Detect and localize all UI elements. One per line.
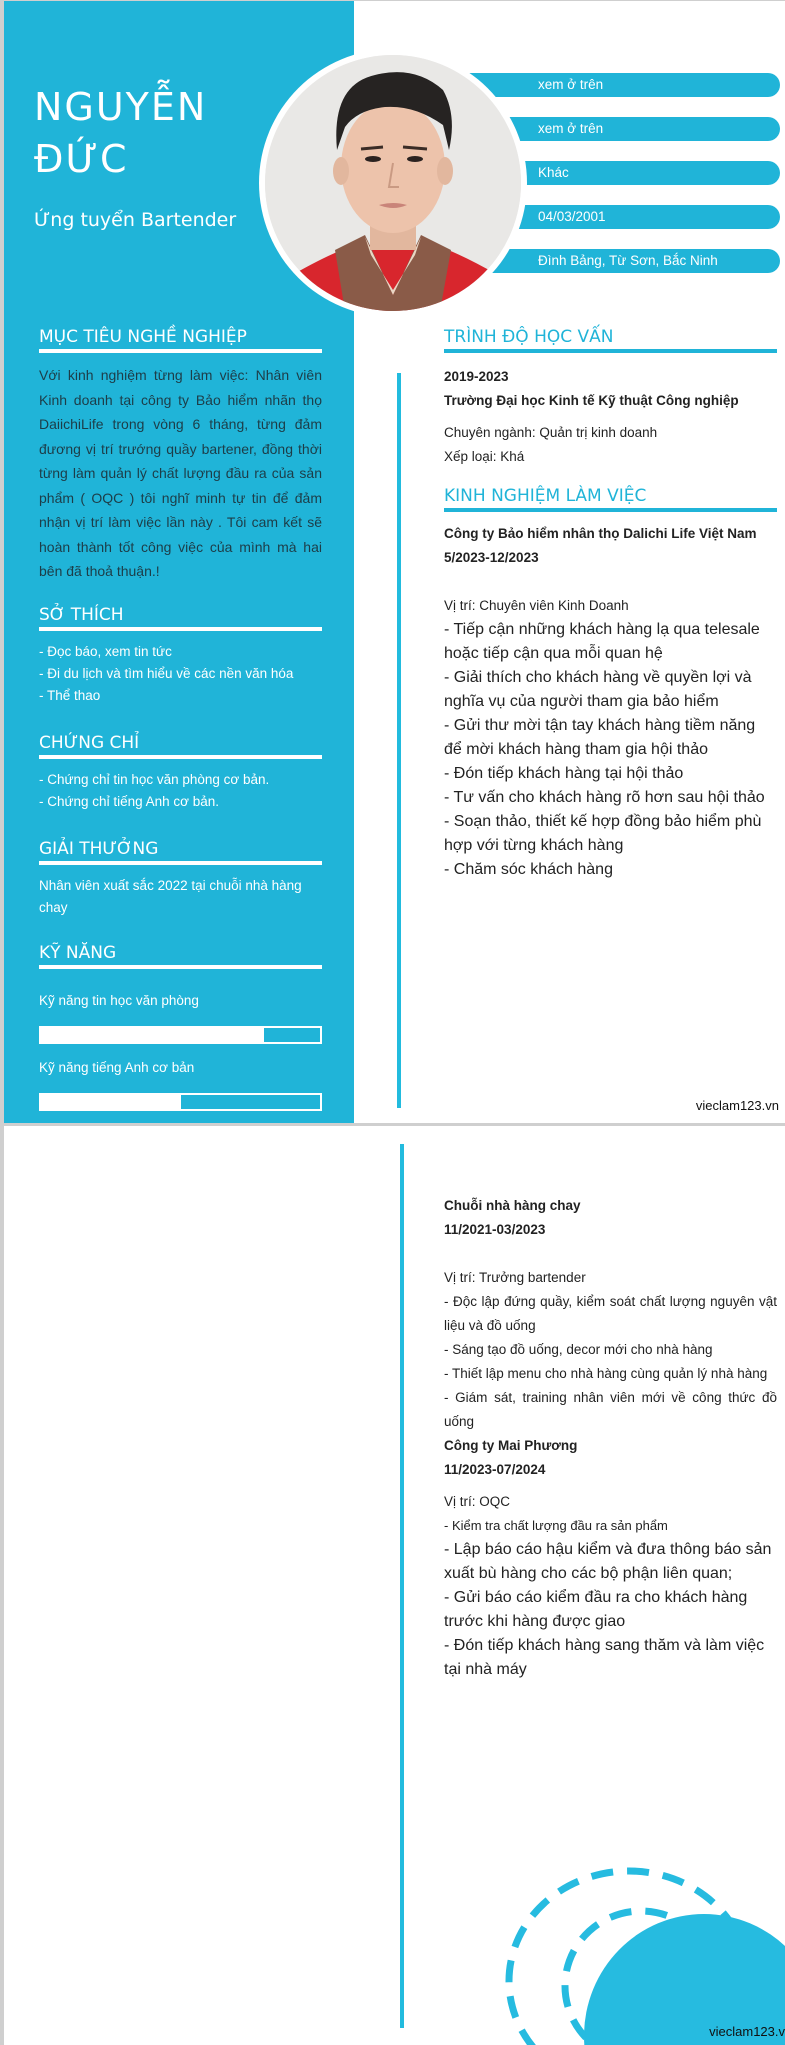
awards-text: Nhân viên xuất sắc 2022 tại chuỗi nhà hàng chay: [39, 878, 302, 915]
section-title: MỤC TIÊU NGHỀ NGHIỆP: [39, 327, 322, 353]
section-title: SỞ THÍCH: [39, 605, 322, 631]
skill-fill: [41, 1095, 181, 1109]
email-value: xem ở trên: [538, 121, 604, 136]
gender-value: Khác: [538, 165, 569, 180]
job-duty: - Sáng tạo đồ uống, decor mới cho nhà hàng: [444, 1342, 713, 1357]
job-period: 5/2023-12/2023: [444, 550, 539, 565]
job-duty: - Chăm sóc khách hàng: [444, 861, 613, 878]
list-item: - Chứng chỉ tiếng Anh cơ bản.: [39, 794, 219, 809]
education-section: [444, 327, 777, 469]
section-title: GIẢI THƯỞNG: [39, 839, 322, 865]
name-line-2: ĐỨC: [34, 137, 129, 181]
job-duty: - Lập báo cáo hậu kiểm và đưa thông báo sản xuất bù hàng cho các bộ phận liên quan;: [444, 1541, 772, 1582]
avatar: [259, 49, 527, 317]
job-duty: - Độc lập đứng quầy, kiểm soát chất lượng nguyên vật liệu và đồ uống: [444, 1294, 777, 1333]
education-period: 2019-2023: [444, 369, 509, 384]
candidate-name: [34, 81, 207, 185]
skill-label: Kỹ năng tiếng Anh cơ bản: [39, 1060, 195, 1075]
list-item: - Đi du lịch và tìm hiểu về các nền văn hóa: [39, 666, 294, 681]
watermark: vieclam123.vn: [695, 1098, 779, 1113]
job-duty: - Thiết lập menu cho nhà hàng cùng quản lý nhà hàng: [444, 1366, 768, 1381]
section-title: CHỨNG CHỈ: [39, 733, 322, 759]
skill-bar-english: [39, 1093, 322, 1111]
job-duty: - Kiểm tra chất lượng đầu ra sản phẩm: [444, 1518, 668, 1533]
skills-section: [39, 943, 322, 1111]
skill-fill: [41, 1028, 264, 1042]
job-duty: - Đón tiếp khách hàng sang thăm và làm việc tại nhà máy: [444, 1637, 765, 1678]
job-duty: - Tiếp cận những khách hàng lạ qua telesale hoặc tiếp cận qua mỗi quan hệ: [444, 621, 760, 662]
section-title: TRÌNH ĐỘ HỌC VẤN: [444, 327, 777, 353]
watermark: vieclam123.v: [709, 2024, 785, 2039]
phone-value: xem ở trên: [538, 77, 604, 92]
person-photo-icon: [265, 55, 521, 311]
job-period: 11/2021-03/2023: [444, 1222, 546, 1237]
cv-page-2: [4, 1126, 785, 2045]
hobbies-section: [39, 605, 322, 707]
certificates-list: [39, 769, 322, 813]
job-period: 11/2023-07/2024: [444, 1462, 546, 1477]
job-company: Công ty Bảo hiểm nhân thọ Dalichi Life Việt Nam: [444, 526, 757, 541]
objective-section: [39, 327, 322, 584]
section-title: KINH NGHIỆM LÀM VIỆC: [444, 486, 777, 512]
section-title: KỸ NĂNG: [39, 943, 322, 969]
education-grade: Xếp loại: Khá: [444, 449, 525, 464]
job-position: Vị trí: Trưởng bartender: [444, 1270, 586, 1285]
objective-text: Với kinh nghiệm từng làm việc: Nhân viên Kinh doanh tại công ty Bảo hiểm nhãn thọ DaiichiLife trong vòng 6 tháng, từng đảm đương vị trí trướng quầy bartener, đồng thời từng làm quản lý chất lượng đầu ra của sản phẩm ( OQC ) tôi nghĩ minh tự tin để đảm nhận vị trí làm việc lần này . Tôi cam kết sẽ hoàn thành tốt công việc của mình mà hai bên đã thoả thuận.!: [39, 367, 322, 579]
education-school: Trường Đại học Kinh tế Kỹ thuật Công nghiệp: [444, 393, 739, 408]
list-item: - Thể thao: [39, 688, 101, 703]
job-position: Vị trí: OQC: [444, 1494, 511, 1509]
job-duty: - Soạn thảo, thiết kế hợp đồng bảo hiểm phù hợp với từng khách hàng: [444, 813, 762, 854]
job-company: Chuỗi nhà hàng chay: [444, 1198, 581, 1213]
address-value: Đình Bảng, Từ Sơn, Bắc Ninh: [538, 253, 718, 268]
job-duty: - Đón tiếp khách hàng tại hội thảo: [444, 765, 684, 782]
list-item: - Chứng chỉ tin học văn phòng cơ bản.: [39, 772, 270, 787]
applying-position: Ứng tuyển Bartender: [34, 209, 237, 231]
hobbies-list: [39, 641, 322, 707]
certificates-section: [39, 733, 322, 813]
experience-section: [444, 486, 777, 882]
skill-label: Kỹ năng tin học văn phòng: [39, 993, 199, 1008]
avatar-photo: [265, 55, 521, 311]
job-duty: - Giải thích cho khách hàng về quyền lợi và nghĩa vụ của người tham gia bảo hiểm: [444, 669, 752, 710]
skill-bar-office: [39, 1026, 322, 1044]
awards-section: [39, 839, 322, 919]
job-duty: - Tư vấn cho khách hàng rõ hơn sau hội thảo: [444, 789, 765, 806]
job-duty: - Gửi báo cáo kiểm đầu ra cho khách hàng trước khi hàng được giao: [444, 1589, 748, 1630]
job-company: Công ty Mai Phương: [444, 1438, 578, 1453]
decorative-circles-icon: [4, 1126, 785, 2045]
education-major: Chuyên ngành: Quản trị kinh doanh: [444, 425, 658, 440]
list-item: - Đọc báo, xem tin tức: [39, 644, 172, 659]
job-duty: - Giám sát, training nhân viên mới về công thức đồ uống: [444, 1390, 777, 1429]
job-entry: [444, 522, 777, 882]
job-position: Vị trí: Chuyên viên Kinh Doanh: [444, 598, 629, 613]
cv-page-1: [4, 1, 785, 1123]
name-line-1: NGUYỄN: [34, 85, 208, 129]
timeline-line: [397, 373, 401, 1108]
job-duty: - Gửi thư mời tận tay khách hàng tiềm năng để mời khách hàng tham gia hội thảo: [444, 717, 756, 758]
birthday-value: 04/03/2001: [538, 209, 606, 224]
